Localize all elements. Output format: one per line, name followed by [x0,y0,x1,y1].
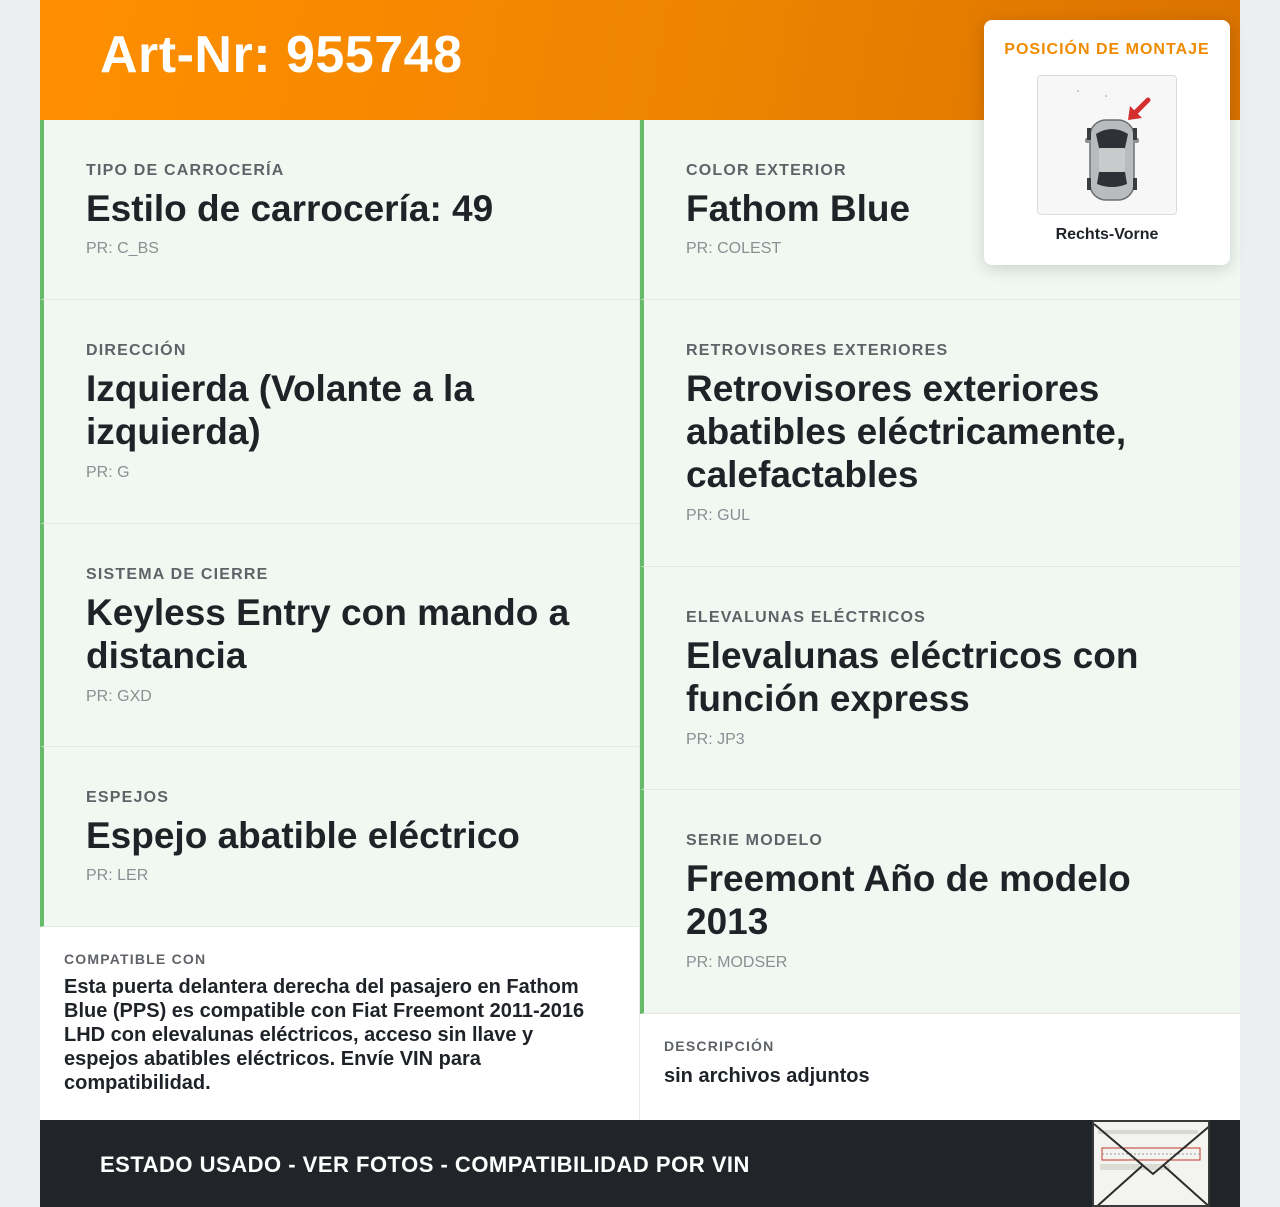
spec-value: Retrovisores exteriores abatibles eléctricamente, calefactables [686,368,1127,495]
right-column [640,120,1240,1120]
spec-label: SISTEMA DE CIERRE [86,566,269,583]
spec-card-exterior-mirrors [640,300,1240,567]
spec-card-mirrors [40,747,640,927]
spec-pr-code: PR: GXD [86,688,152,705]
spec-label: COLOR EXTERIOR [686,162,847,179]
spec-label: SERIE MODELO [686,832,824,849]
description-text: sin archivos adjuntos [664,1065,870,1087]
spec-label: ELEVALUNAS ELÉCTRICOS [686,609,927,626]
footer-status-text: ESTADO USADO - VER FOTOS - COMPATIBILIDAD POR VIN [100,1152,750,1177]
spec-label: TIPO DE CARROCERÍA [86,162,285,179]
spec-value: Elevalunas eléctricos con función express [686,635,1139,719]
envelope-icon[interactable] [1092,1120,1210,1207]
article-number: Art-Nr: 955748 [100,26,463,84]
spec-card-steering [40,300,640,524]
spec-label: DIRECCIÓN [86,342,187,359]
spec-pr-code: PR: COLEST [686,240,782,257]
spec-pr-code: PR: G [86,464,130,481]
spec-card-power-windows [640,567,1240,790]
spec-value: Freemont Año de modelo 2013 [686,858,1131,942]
spec-pr-code: PR: JP3 [686,731,745,748]
spec-card-model-series [640,790,1240,1014]
car-position-image [1037,75,1177,215]
compatible-box [40,927,640,1120]
spec-card-locking [40,524,640,747]
spec-label: ESPEJOS [86,789,170,806]
spec-value: Espejo abatible eléctrico [86,815,520,856]
mounting-position-caption: Rechts-Vorne [1055,226,1159,243]
mounting-position-title: POSICIÓN DE MONTAJE [1004,41,1210,58]
car-top-view-icon [1038,76,1177,215]
spec-label: RETROVISORES EXTERIORES [686,342,949,359]
spec-value: Estilo de carrocería: 49 [86,188,494,229]
footer-bar [40,1120,1240,1207]
spec-pr-code: PR: LER [86,867,149,884]
spec-pr-code: PR: GUL [686,507,751,524]
description-box [640,1014,1240,1120]
mounting-position-card [984,20,1230,265]
description-label: DESCRIPCIÓN [664,1038,775,1054]
spec-value: Fathom Blue [686,188,911,229]
spec-card-body-type [40,120,640,300]
compatible-text: Esta puerta delantera derecha del pasajero en Fathom Blue (PPS) es compatible con Fiat Freemont 2011-2016 LHD con elevalunas eléctricos, acceso sin llave y espejos abatibles eléctricos. Envíe VIN para compatibilidad. [64,976,585,1094]
spec-value: Izquierda (Volante a la izquierda) [86,368,474,452]
compatible-label: COMPATIBLE CON [64,951,207,967]
left-column [40,120,640,1120]
spec-pr-code: PR: C_BS [86,240,159,257]
spec-pr-code: PR: MODSER [686,954,788,971]
spec-value: Keyless Entry con mando a distancia [86,592,570,676]
